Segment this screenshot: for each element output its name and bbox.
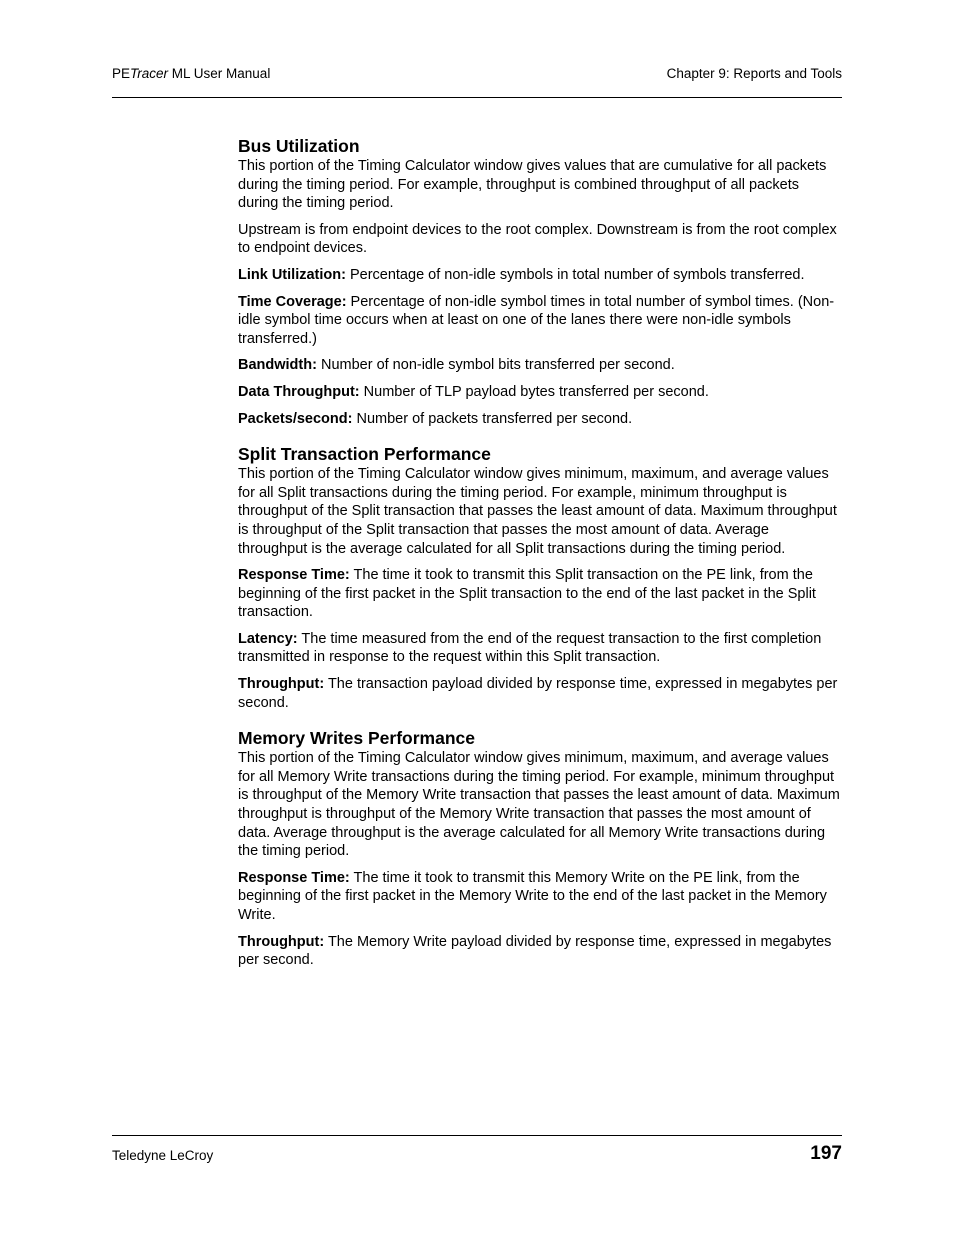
- term-text: The transaction payload divided by response time, expressed in megabytes per second.: [238, 676, 838, 711]
- manual-title: [112, 66, 270, 82]
- section-heading: Memory Writes Performance: [238, 728, 475, 749]
- section-heading: Split Transaction Performance: [238, 444, 491, 465]
- term-label: Response Time:: [238, 567, 350, 584]
- section-heading: Bus Utilization: [238, 136, 360, 156]
- definition-data-throughput: [238, 383, 842, 402]
- definition-throughput: [238, 675, 842, 712]
- page-number: 197: [810, 1143, 842, 1164]
- term-label: Throughput:: [238, 676, 325, 693]
- term-label: Throughput:: [238, 933, 325, 950]
- definition-response-time: [238, 566, 842, 622]
- term-label: Time Coverage:: [238, 293, 347, 310]
- definition-link-utilization: [238, 266, 842, 285]
- paragraph: This portion of the Timing Calculator window gives values that are cumulative for all packets during the timing period. For example, throughput is combined throughput of all packets during the timing period.: [238, 158, 827, 212]
- term-label: Latency:: [238, 630, 298, 647]
- section-split-transaction: [238, 444, 842, 712]
- term-text: Number of non-idle symbol bits transferred per second.: [316, 357, 675, 374]
- term-text: Percentage of non-idle symbols in total number of symbols transferred.: [345, 266, 805, 283]
- manual-title-suffix: ML User Manual: [168, 66, 271, 81]
- manual-title-italic: Tracer: [130, 66, 169, 81]
- term-text: The time it took to transmit this Split transaction on the PE link, from the beginning of the first packet in the Split transaction to the end of the last packet in the Split transaction.: [238, 567, 816, 621]
- definition-throughput: [238, 933, 842, 970]
- footer-divider: [112, 1135, 842, 1136]
- definition-packets-second: [238, 410, 842, 429]
- paragraph: This portion of the Timing Calculator window gives minimum, maximum, and average values for all Split transactions during the timing period. For example, minimum throughput is throughput of the Split transaction that passes the least amount of data. Maximum throughput is throughput of the Split transaction that passes the most amount of data. Average throughput is the average calculated for all Split transactions during the timing period.: [238, 466, 837, 557]
- paragraph: Upstream is from endpoint devices to the root complex. Downstream is from the root complex to endpoint devices.: [238, 221, 837, 257]
- page-header: [112, 66, 842, 82]
- term-text: The time measured from the end of the request transaction to the first completion transmitted in response to the request within this Split transaction.: [238, 630, 822, 666]
- section-bus-utilization: [238, 136, 842, 428]
- footer-company: Teledyne LeCroy: [112, 1148, 214, 1163]
- manual-title-prefix: PE: [112, 66, 131, 81]
- paragraph: This portion of the Timing Calculator window gives minimum, maximum, and average values for all Memory Write transactions during the timing period. For example, minimum throughput is throughput of the Memory Write transaction that passes the least amount of data. Maximum throughput is throughput of the Memory Write transaction that passes the most amount of data. Average throughput is the average calculated for all Memory Write transactions during the timing period.: [238, 750, 840, 860]
- section-memory-writes: [238, 728, 842, 970]
- header-divider: [112, 97, 842, 98]
- definition-bandwidth: [238, 356, 842, 375]
- term-text: The time it took to transmit this Memory Write on the PE link, from the beginning of the first packet in the Memory Write to the end of the last packet in the Memory Write.: [238, 869, 827, 923]
- term-label: Data Throughput:: [238, 383, 360, 400]
- chapter-title: Chapter 9: Reports and Tools: [666, 66, 842, 81]
- term-label: Bandwidth:: [238, 357, 317, 374]
- definition-response-time: [238, 869, 842, 925]
- term-text: Percentage of non-idle symbol times in total number of symbol times. (Non-idle symbol time occurs when at least on one of the lanes there were non-idle symbols transferred.): [238, 293, 835, 347]
- page-content: [238, 136, 842, 986]
- term-label: Link Utilization:: [238, 266, 346, 283]
- definition-time-coverage: [238, 293, 842, 349]
- term-text: Number of packets transferred per second.: [352, 410, 633, 427]
- term-label: Response Time:: [238, 869, 350, 886]
- term-label: Packets/second:: [238, 410, 353, 427]
- term-text: Number of TLP payload bytes transferred per second.: [359, 383, 709, 400]
- definition-latency: [238, 630, 842, 667]
- term-text: The Memory Write payload divided by response time, expressed in megabytes per second.: [238, 933, 832, 969]
